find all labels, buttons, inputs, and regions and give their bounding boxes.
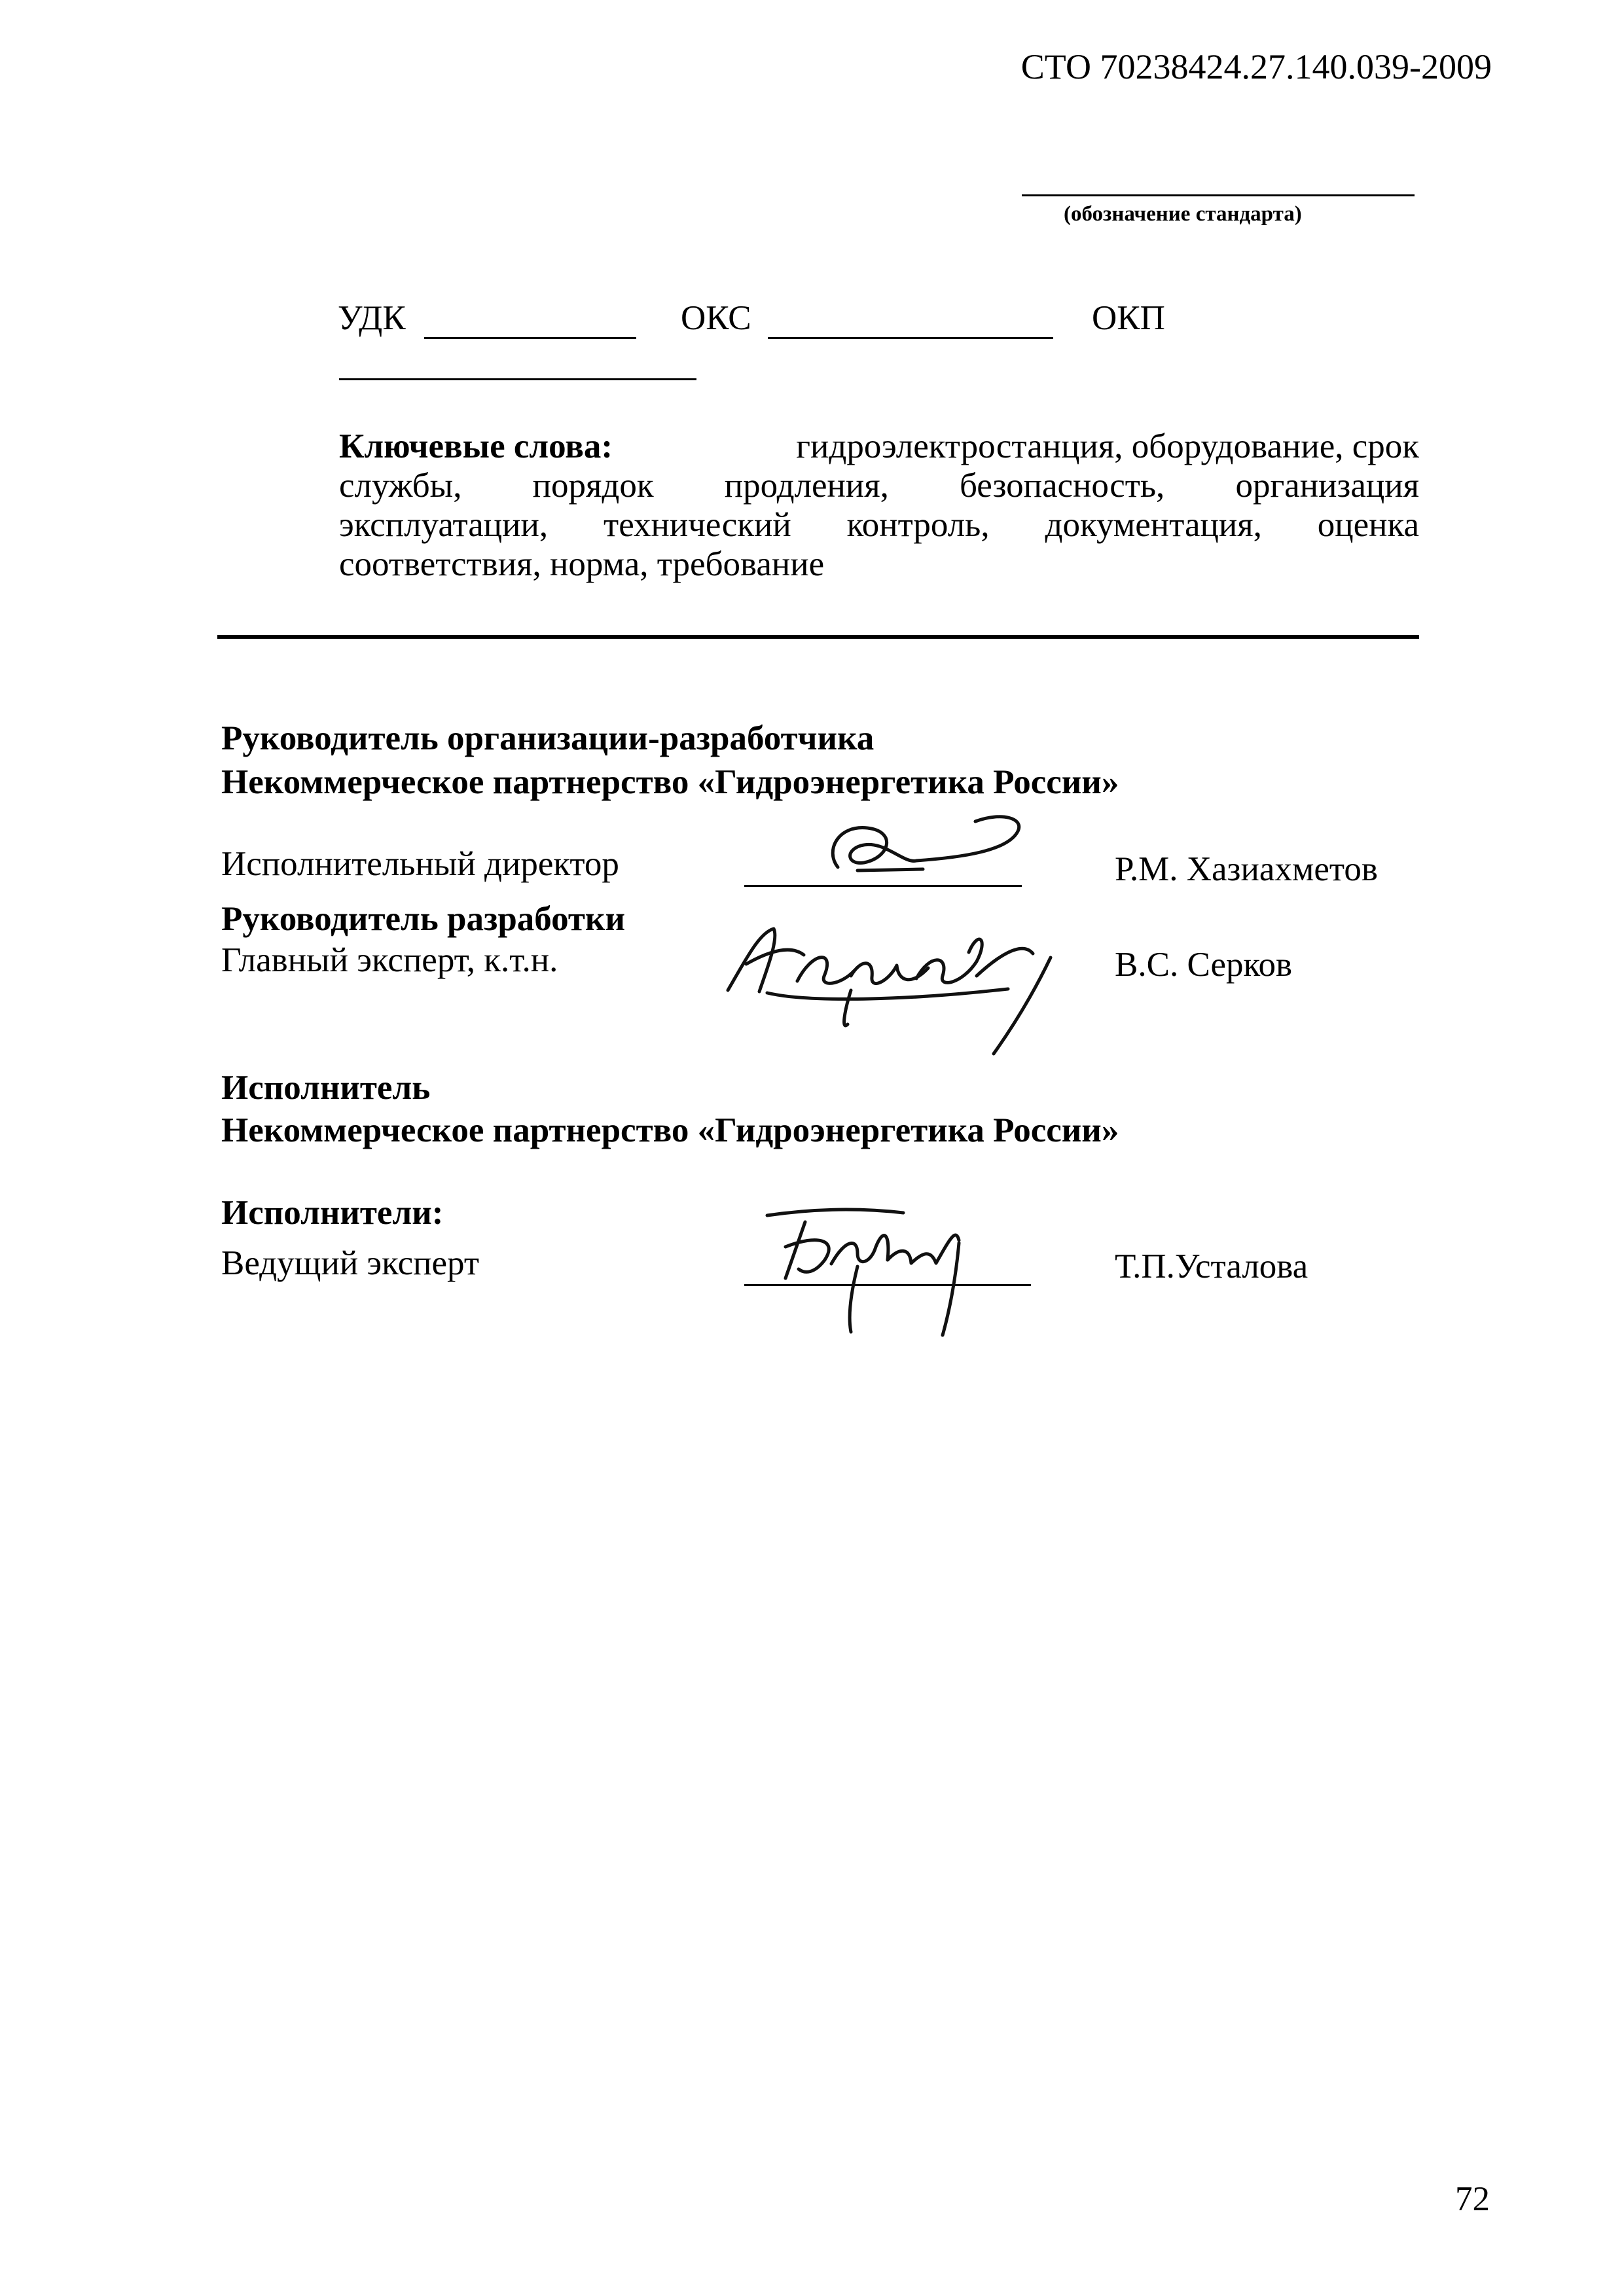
performer-signature-icon [759, 1201, 1008, 1358]
director-name: Р.М. Хазиахметов [1115, 850, 1378, 888]
udk-label: УДК [338, 299, 406, 337]
designation-caption: (обозначение стандарта) [1064, 202, 1302, 226]
performers-heading: Исполнители: [221, 1194, 444, 1232]
performer-position: Ведущий эксперт [221, 1244, 479, 1282]
director-position: Исполнительный директор [221, 845, 619, 883]
keywords-label: Ключевые слова: [339, 427, 613, 465]
performer-name: Т.П.Усталова [1115, 1247, 1308, 1285]
executor-heading: Исполнитель [221, 1069, 431, 1107]
oks-label: ОКС [681, 299, 751, 337]
okp-label: ОКП [1092, 299, 1165, 337]
developer-heading: Руководитель организации-разработчика [221, 719, 875, 757]
designation-line [1022, 194, 1415, 196]
developer-organization: Некоммерческое партнерство «Гидроэнергетика России» [221, 763, 1119, 801]
keywords-line-3: эксплуатации, технический контроль, документация, оценка [339, 506, 1419, 544]
keywords-line-1: гидроэлектростанция, оборудование, срок [796, 427, 1419, 465]
lead-position: Главный эксперт, к.т.н. [221, 941, 558, 979]
okp-field-line [339, 378, 696, 380]
section-divider [217, 635, 1419, 639]
standard-code: СТО 70238424.27.140.039-2009 [1020, 47, 1492, 86]
director-signature-icon [812, 805, 1047, 897]
executor-organization: Некоммерческое партнерство «Гидроэнергетика России» [221, 1111, 1119, 1149]
udk-field-line [424, 337, 636, 339]
page-number: 72 [1455, 2180, 1490, 2218]
lead-heading: Руководитель разработки [221, 900, 626, 938]
keywords-line-4: соответствия, норма, требование [339, 545, 825, 583]
oks-field-line [768, 337, 1053, 339]
lead-name: В.С. Серков [1115, 946, 1293, 984]
lead-signature-icon [720, 913, 1060, 1070]
keywords-line-2: службы, порядок продления, безопасность, организация [339, 467, 1419, 505]
